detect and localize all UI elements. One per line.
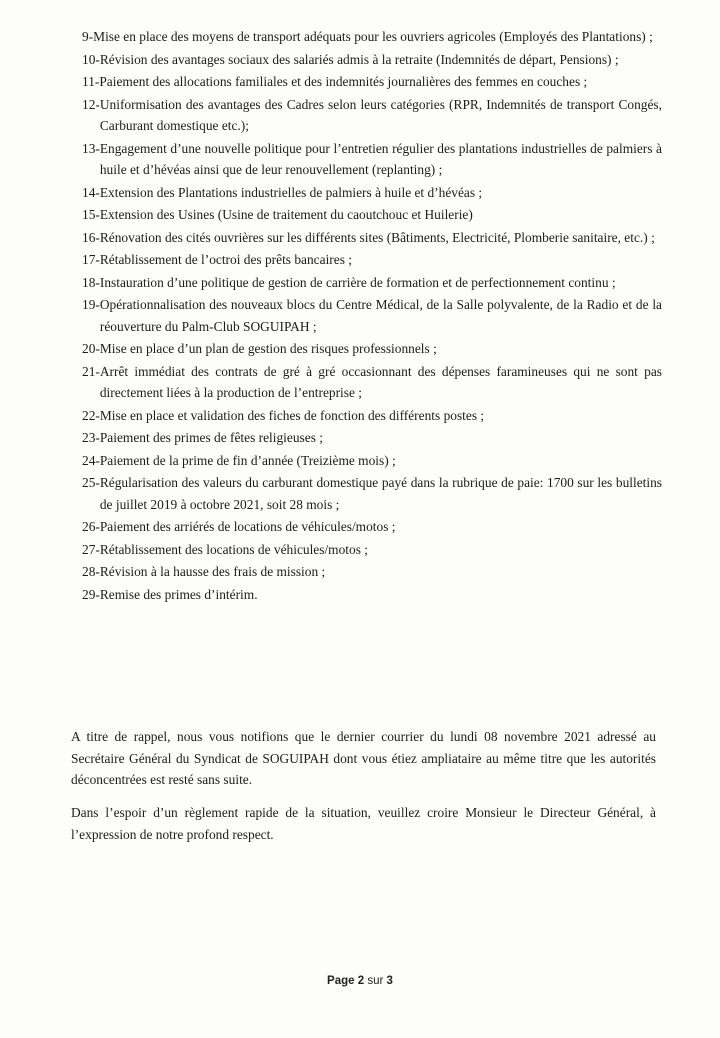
list-item-number: 25- <box>82 475 100 490</box>
footer-of-label: sur <box>367 975 384 987</box>
list-item-text: Rétablissement de l’octroi des prêts bancaires ; <box>99 252 352 267</box>
list-item-number: 27- <box>82 541 100 557</box>
list-item-text: Uniformisation des avantages des Cadres selon leurs catégories (RPR, Indemnités de transport Congés, Carburant domestique etc.); <box>99 96 662 133</box>
footer-page-label: Page <box>327 975 355 987</box>
list-item <box>82 450 662 472</box>
list-item <box>82 227 662 249</box>
list-item-number: 12- <box>82 96 100 112</box>
list-item-number: 29- <box>82 586 100 602</box>
list-item-number: 17- <box>82 252 100 267</box>
list-item-text: Paiement de la prime de fin d’année (Treizième mois) ; <box>99 452 396 468</box>
list-item <box>82 182 662 204</box>
demands-list <box>82 26 662 606</box>
list-item <box>82 472 662 515</box>
list-item <box>82 49 662 71</box>
list-item-number: 20- <box>82 341 100 356</box>
list-item-text: Révision à la hausse des frais de mission ; <box>99 564 326 579</box>
footer-page-number: 2 <box>357 975 365 987</box>
list-item <box>82 539 662 561</box>
list-item <box>82 561 662 583</box>
closing-paragraph: Dans l’espoir d’un règlement rapide de la situation, veuillez croire Monsieur le Directeur Général, à l’expression de notre profond respect. <box>71 805 656 842</box>
list-item <box>82 294 662 337</box>
list-item-text: Paiement des primes de fêtes religieuses ; <box>99 430 323 445</box>
list-item <box>82 361 662 404</box>
list-item <box>82 405 662 427</box>
page-footer <box>0 975 720 987</box>
list-item <box>82 204 662 226</box>
list-item-number: 15- <box>82 207 100 222</box>
list-item-number: 18- <box>82 274 100 290</box>
list-item-text: Extension des Usines (Usine de traitement du caoutchouc et Huilerie) <box>99 207 473 222</box>
list-item-number: 26- <box>82 519 100 534</box>
list-item-text: Arrêt immédiat des contrats de gré à gré occasionnant des dépenses faramineuses qui ne sont pas directement liées à la production de l’entreprise ; <box>99 363 662 400</box>
list-item-text: Engagement d’une nouvelle politique pour l’entretien régulier des plantations industrielles de palmiers à huile et d’hévéas ainsi que de leur renouvellement (replanting) ; <box>99 140 662 177</box>
list-item <box>82 516 662 538</box>
list-item-number: 9- <box>82 29 94 44</box>
list-item <box>82 26 662 48</box>
list-item-number: 28- <box>82 564 100 579</box>
list-item-text: Mise en place des moyens de transport adéquats pour les ouvriers agricoles (Employés des Plantations) ; <box>93 29 653 44</box>
list-item-number: 11- <box>82 74 100 89</box>
list-item <box>82 94 662 137</box>
list-item-number: 13- <box>82 140 100 156</box>
list-item-number: 23- <box>82 430 100 445</box>
list-item-number: 14- <box>82 184 100 200</box>
list-item-text: Paiement des arriérés de locations de véhicules/motos ; <box>99 519 396 534</box>
list-item-text: Extension des Plantations industrielles de palmiers à huile et d’hévéas ; <box>99 184 483 200</box>
list-item <box>82 71 662 93</box>
list-item-text: Mise en place et validation des fiches de fonction des différents postes ; <box>99 407 485 423</box>
list-item <box>82 427 662 449</box>
list-item-number: 24- <box>82 452 100 468</box>
list-item-text: Régularisation des valeurs du carburant domestique payé dans la rubrique de paie: 1700 sur les bulletins de juillet 2019 à octobre 2021, soit 28 mois ; <box>99 475 662 512</box>
list-item <box>82 584 662 606</box>
list-item-text: Révision des avantages sociaux des salariés admis à la retraite (Indemnités de départ, Pensions) ; <box>99 51 619 67</box>
list-item-number: 16- <box>82 229 100 245</box>
list-item-number: 19- <box>82 297 100 312</box>
footer-page-total: 3 <box>386 975 393 987</box>
list-item-text: Remise des primes d’intérim. <box>99 586 258 602</box>
list-item <box>82 249 662 271</box>
list-item <box>82 338 662 360</box>
list-item <box>82 272 662 294</box>
list-item-text: Instauration d’une politique de gestion de carrière de formation et de perfectionnement continu ; <box>99 274 616 290</box>
list-item <box>82 138 662 181</box>
list-item-text: Paiement des allocations familiales et des indemnités journalières des femmes en couches ; <box>99 74 588 89</box>
list-item-text: Mise en place d’un plan de gestion des risques professionnels ; <box>99 341 437 356</box>
reminder-paragraph: A titre de rappel, nous vous notifions que le dernier courrier du lundi 08 novembre 2021 adressé au Secrétaire Général du Syndicat de SOGUIPAH dont vous étiez ampliataire au même titre que les autorités déconcentrées est resté sans suite. <box>71 729 656 787</box>
list-item-text: Rénovation des cités ouvrières sur les différents sites (Bâtiments, Electricité, Plomberie sanitaire, etc.) ; <box>99 229 655 245</box>
list-item-text: Rétablissement des locations de véhicules/motos ; <box>99 541 368 557</box>
list-item-number: 21- <box>82 363 100 379</box>
list-item-number: 10- <box>82 51 100 67</box>
list-item-text: Opérationnalisation des nouveaux blocs du Centre Médical, de la Salle polyvalente, de la Radio et de la réouverture du Palm-Club SOGUIPAH ; <box>99 297 662 334</box>
list-item-number: 22- <box>82 407 100 423</box>
